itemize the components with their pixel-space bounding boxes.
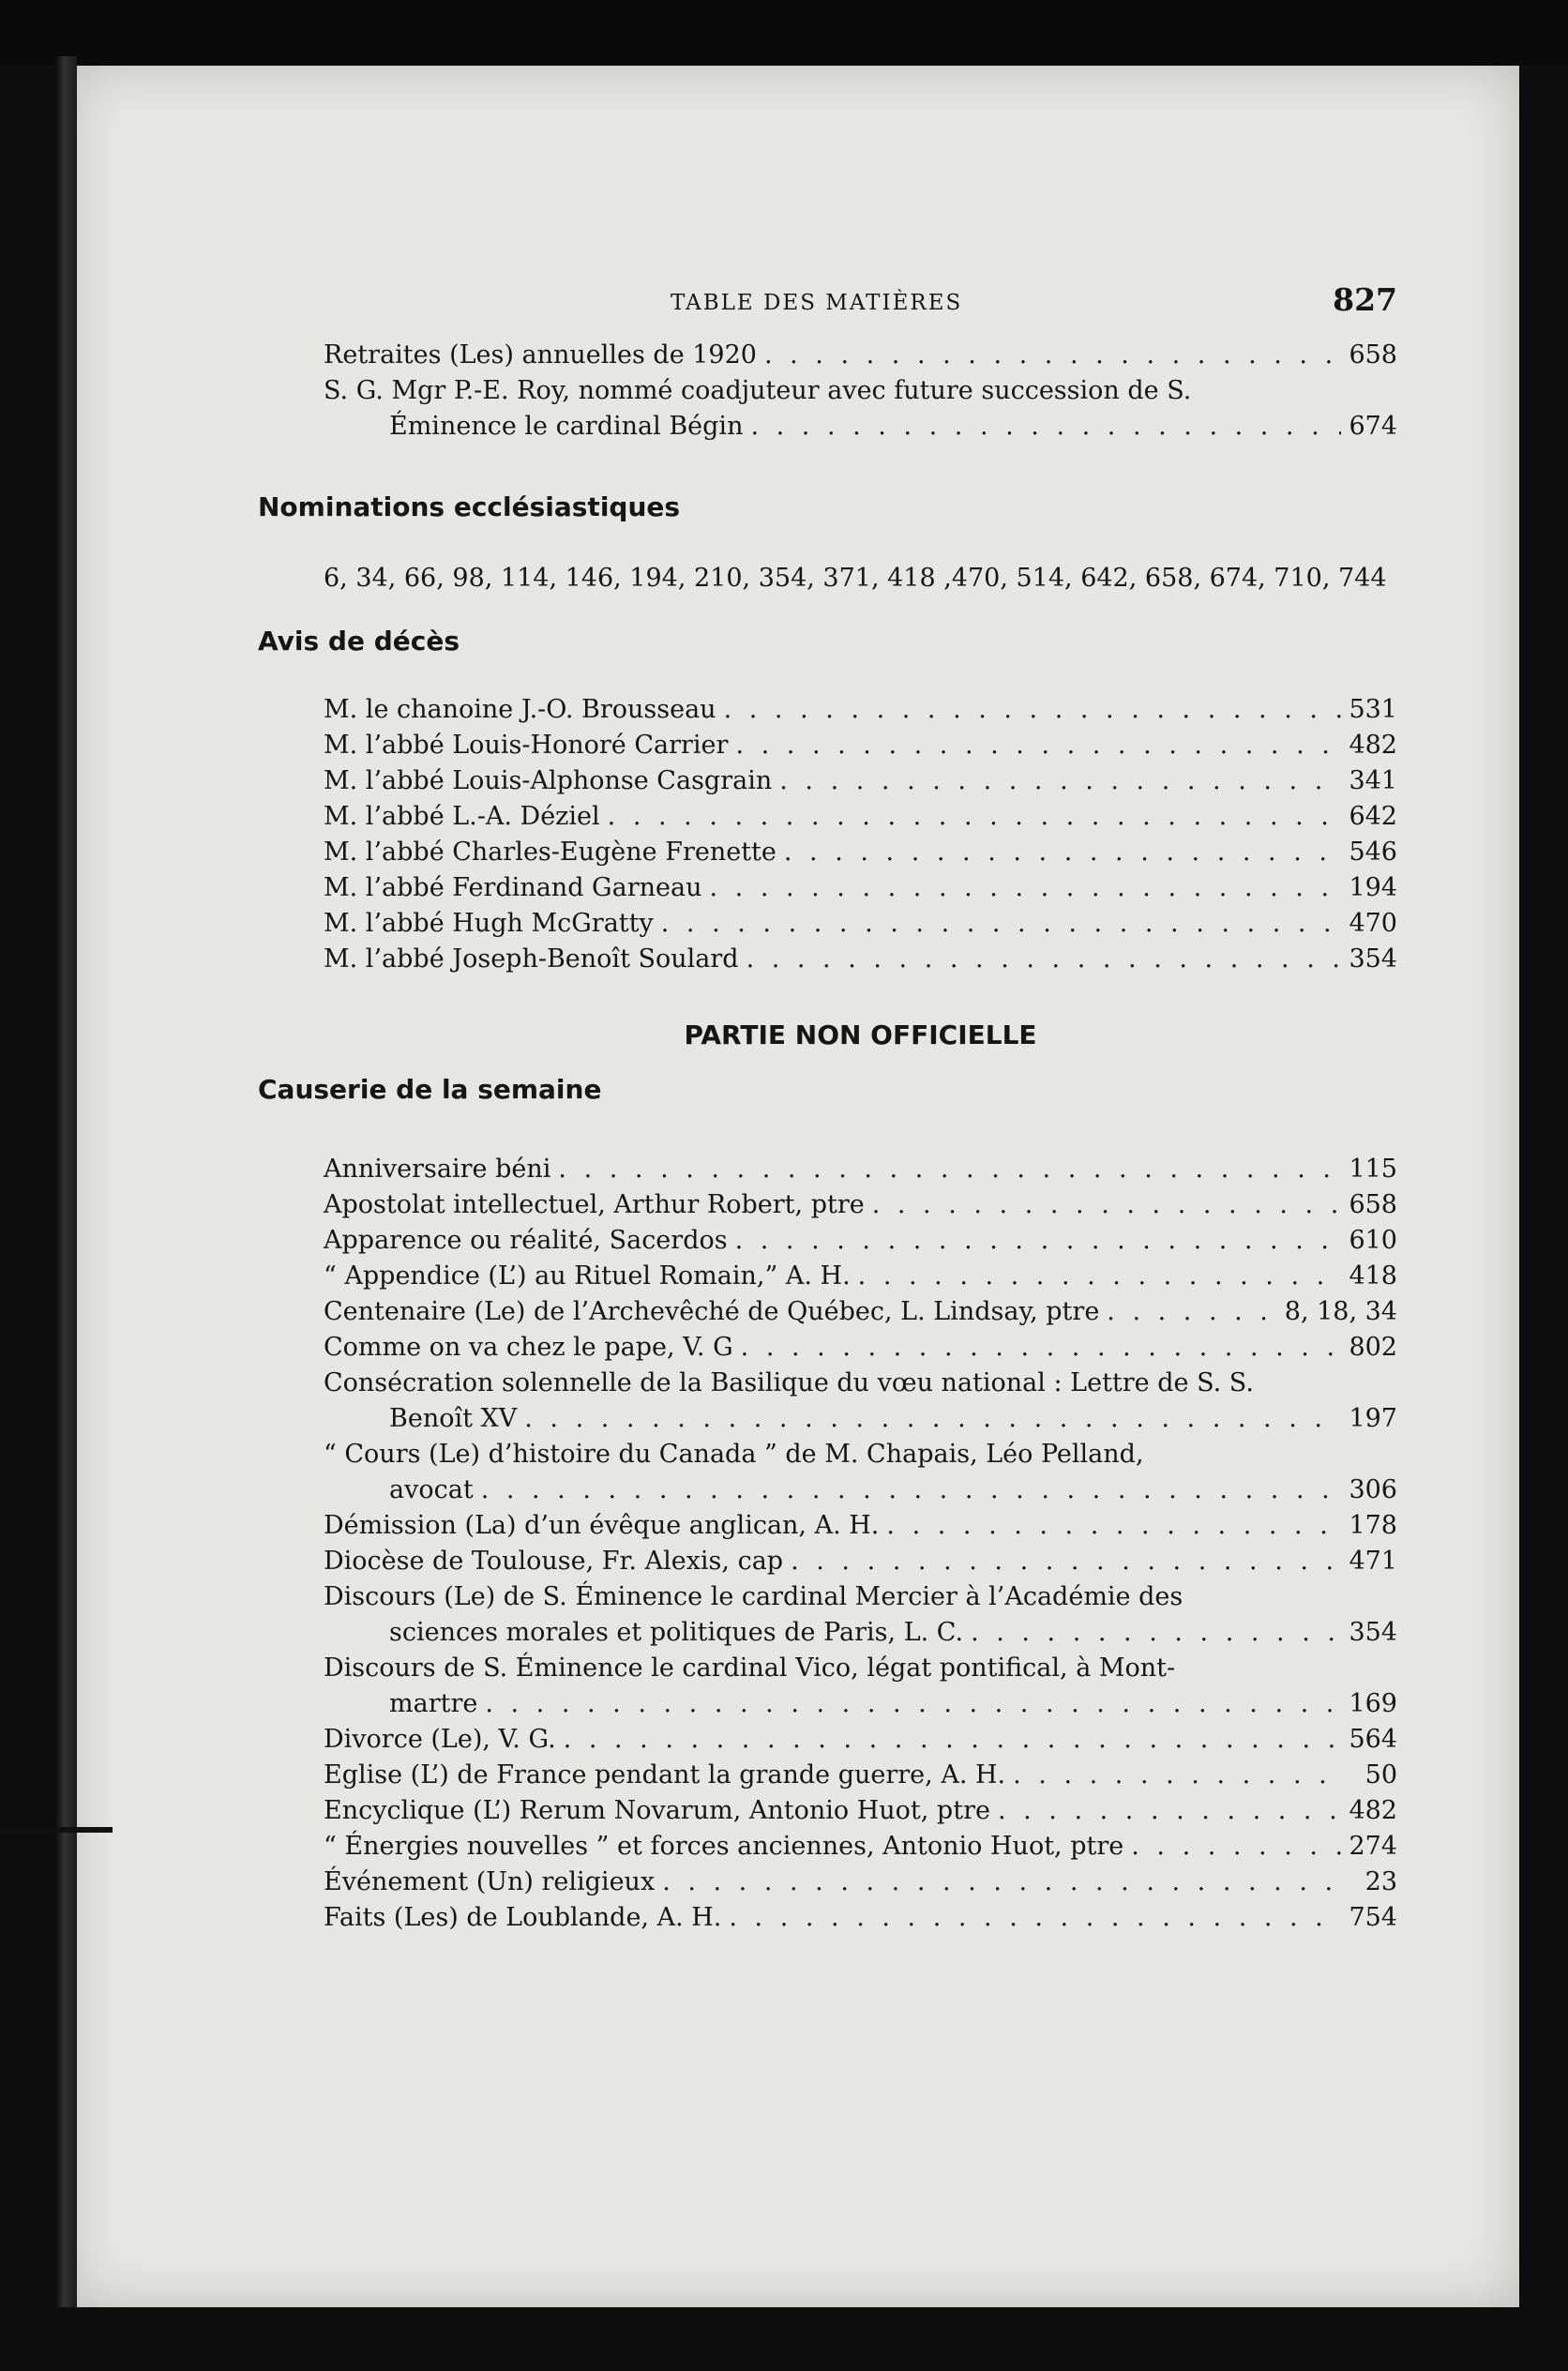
section-heading-causerie: Causerie de la semaine	[258, 1074, 602, 1105]
dot-leader	[608, 799, 1342, 835]
entry-page: 354	[1349, 1618, 1397, 1647]
entry-title: Diocèse de Toulouse, Fr. Alexis, cap	[324, 1547, 784, 1576]
entry-title: Comme on va chez le pape, V. G	[324, 1333, 733, 1362]
film-edge-top	[0, 0, 1568, 66]
entry-title-line1: Consécration solennelle de la Basilique du vœu national : Lettre de S. S.	[324, 1368, 1254, 1397]
entry-title: M. l’abbé Louis-Alphonse Casgrain	[324, 766, 773, 795]
toc-entry	[324, 906, 1397, 942]
entry-page: 354	[1349, 944, 1397, 974]
entry-title-line2: avocat	[389, 1475, 474, 1504]
dot-leader	[735, 1223, 1342, 1259]
entry-title: M. l’abbé Louis-Honoré Carrier	[324, 731, 729, 760]
entry-title: Apparence ou réalité, Sacerdos	[324, 1226, 728, 1255]
entry-page: 564	[1349, 1725, 1397, 1754]
entry-title: M. l’abbé Joseph-Benoît Soulard	[324, 944, 739, 974]
dot-leader	[709, 870, 1341, 906]
entry-page: 482	[1349, 731, 1397, 760]
entry-page: 546	[1349, 838, 1397, 867]
dot-leader	[1013, 1758, 1343, 1793]
entry-page: 306	[1349, 1475, 1397, 1504]
entry-title: Divorce (Le), V. G.	[324, 1725, 556, 1754]
entry-title: M. l’abbé Ferdinand Garneau	[324, 873, 702, 902]
entry-page: 658	[1349, 340, 1397, 370]
entry-title-line2: Éminence le cardinal Bégin	[389, 412, 744, 441]
toc-entry	[324, 1366, 1397, 1437]
dot-leader	[481, 1472, 1342, 1508]
section-heading-nominations: Nominations ecclésiastiques	[258, 491, 681, 522]
entry-title-line2: martre	[389, 1689, 478, 1718]
page-header	[324, 281, 1397, 338]
entry-page: 115	[1349, 1155, 1397, 1184]
binding-notch	[0, 1827, 113, 1833]
toc-entry	[324, 1793, 1397, 1829]
entry-title-line2: Benoît XV	[389, 1404, 518, 1433]
entry-page: 23	[1364, 1867, 1397, 1896]
dot-leader	[872, 1187, 1342, 1223]
toc-entry	[324, 942, 1397, 977]
dot-leader	[750, 409, 1341, 445]
dot-leader	[729, 1900, 1341, 1936]
entry-page: 194	[1349, 873, 1397, 902]
entry-title-line1: Discours de S. Éminence le cardinal Vico, légat pontifical, à Mont-	[324, 1654, 1176, 1683]
toc-entry	[324, 728, 1397, 763]
entry-title: M. l’abbé L.-A. Déziel	[324, 802, 600, 831]
toc-entry	[324, 835, 1397, 870]
dot-leader	[971, 1615, 1341, 1651]
entry-title: Apostolat intellectuel, Arthur Robert, ptre	[324, 1190, 865, 1219]
dot-leader	[741, 1330, 1342, 1366]
dot-leader	[524, 1401, 1341, 1437]
entry-title: Démission (La) d’un évêque anglican, A. H.	[324, 1511, 880, 1540]
toc-entry	[324, 1722, 1397, 1758]
toc-entry	[324, 1294, 1397, 1330]
entry-title: Anniversaire béni	[324, 1155, 551, 1184]
dot-leader	[746, 942, 1342, 977]
entry-page: 674	[1349, 412, 1397, 441]
entry-title-line1: Discours (Le) de S. Éminence le cardinal Mercier à l’Académie des	[324, 1582, 1184, 1611]
dot-leader	[764, 338, 1341, 373]
toc-entry	[324, 1758, 1397, 1793]
partie-heading: PARTIE NON OFFICIELLE	[684, 1019, 1037, 1050]
dot-leader	[779, 763, 1341, 799]
dot-leader	[735, 728, 1341, 763]
dot-leader	[564, 1722, 1342, 1758]
entry-page: 642	[1349, 802, 1397, 831]
dot-leader	[1131, 1829, 1341, 1865]
toc-entry	[324, 1829, 1397, 1865]
entry-page: 178	[1349, 1511, 1397, 1540]
entry-page: 610	[1349, 1226, 1397, 1255]
entry-title: Encyclique (L’) Rerum Novarum, Antonio Huot, ptre	[324, 1796, 990, 1825]
entry-page: 658	[1349, 1190, 1397, 1219]
entry-page: 418	[1349, 1261, 1397, 1291]
toc-entry	[324, 763, 1397, 799]
toc-entry	[324, 1330, 1397, 1366]
entry-title: M. l’abbé Hugh McGratty	[324, 909, 654, 938]
entry-page: 802	[1349, 1333, 1397, 1362]
toc-entry	[324, 1187, 1397, 1223]
page-binding-edge	[56, 56, 77, 2307]
entry-title-line1: S. G. Mgr P.-E. Roy, nommé coadjuteur avec future succession de S.	[324, 376, 1192, 405]
entry-title: Retraites (Les) annuelles de 1920	[324, 340, 757, 370]
dot-leader	[662, 1865, 1343, 1900]
running-title: TABLE DES MATIÈRES	[671, 291, 963, 315]
entry-page: 169	[1349, 1689, 1397, 1718]
entry-page: 531	[1349, 695, 1397, 724]
dot-leader	[998, 1793, 1342, 1829]
dot-leader	[1107, 1294, 1276, 1330]
entry-title: Faits (Les) de Loublande, A. H.	[324, 1903, 722, 1932]
nominations-pages: 6, 34, 66, 98, 114, 146, 194, 210, 354, 371, 418 ,470, 514, 642, 658, 674, 710, 744	[324, 564, 1387, 593]
toc-entry	[324, 870, 1397, 906]
entry-page: 8, 18, 34	[1284, 1297, 1397, 1326]
entry-title: Événement (Un) religieux	[324, 1867, 656, 1896]
dot-leader	[661, 906, 1342, 942]
toc-entry	[324, 799, 1397, 835]
entry-title-line1: “ Cours (Le) d’histoire du Canada ” de M. Chapais, Léo Pelland,	[324, 1440, 1144, 1469]
dot-leader	[886, 1508, 1341, 1544]
entry-page: 341	[1349, 766, 1397, 795]
entry-page: 482	[1349, 1796, 1397, 1825]
toc-entry	[324, 1579, 1397, 1651]
entry-page: 274	[1349, 1832, 1397, 1861]
entry-title: “ Appendice (L’) au Rituel Romain,” A. H.	[324, 1261, 851, 1291]
toc-entry	[324, 1223, 1397, 1259]
table-of-contents	[258, 281, 1397, 1936]
page-number: 827	[1333, 281, 1397, 318]
section-heading-deces: Avis de décès	[258, 626, 460, 657]
entry-title: M. l’abbé Charles-Eugène Frenette	[324, 838, 776, 867]
toc-entry	[324, 1544, 1397, 1579]
toc-entry	[324, 1437, 1397, 1508]
dot-leader	[791, 1544, 1341, 1579]
entry-title: Eglise (L’) de France pendant la grande guerre, A. H.	[324, 1760, 1006, 1790]
entry-page: 197	[1349, 1404, 1397, 1433]
causerie-list	[324, 1152, 1397, 1936]
dot-leader	[858, 1259, 1342, 1294]
dot-leader	[724, 692, 1342, 728]
toc-entry	[324, 1152, 1397, 1187]
entry-page: 470	[1349, 909, 1397, 938]
toc-entry	[324, 338, 1397, 373]
toc-entry	[324, 1651, 1397, 1722]
toc-entry	[324, 1865, 1397, 1900]
entry-page: 471	[1349, 1547, 1397, 1576]
dot-leader	[485, 1686, 1341, 1722]
entry-title: M. le chanoine J.-O. Brousseau	[324, 695, 716, 724]
dot-leader	[558, 1152, 1341, 1187]
toc-entry	[324, 1900, 1397, 1936]
deces-list	[324, 692, 1397, 977]
entry-title: “ Énergies nouvelles ” et forces anciennes, Antonio Huot, ptre	[324, 1832, 1124, 1861]
toc-entry	[324, 692, 1397, 728]
entry-page: 754	[1349, 1903, 1397, 1932]
entry-page: 50	[1364, 1760, 1397, 1790]
entry-title: Centenaire (Le) de l’Archevêché de Québec, L. Lindsay, ptre	[324, 1297, 1100, 1326]
dot-leader	[784, 835, 1342, 870]
toc-entry	[324, 373, 1397, 445]
toc-entry	[324, 1259, 1397, 1294]
entry-title-line2: sciences morales et politiques de Paris, L. C.	[389, 1618, 964, 1647]
toc-entry	[324, 1508, 1397, 1544]
